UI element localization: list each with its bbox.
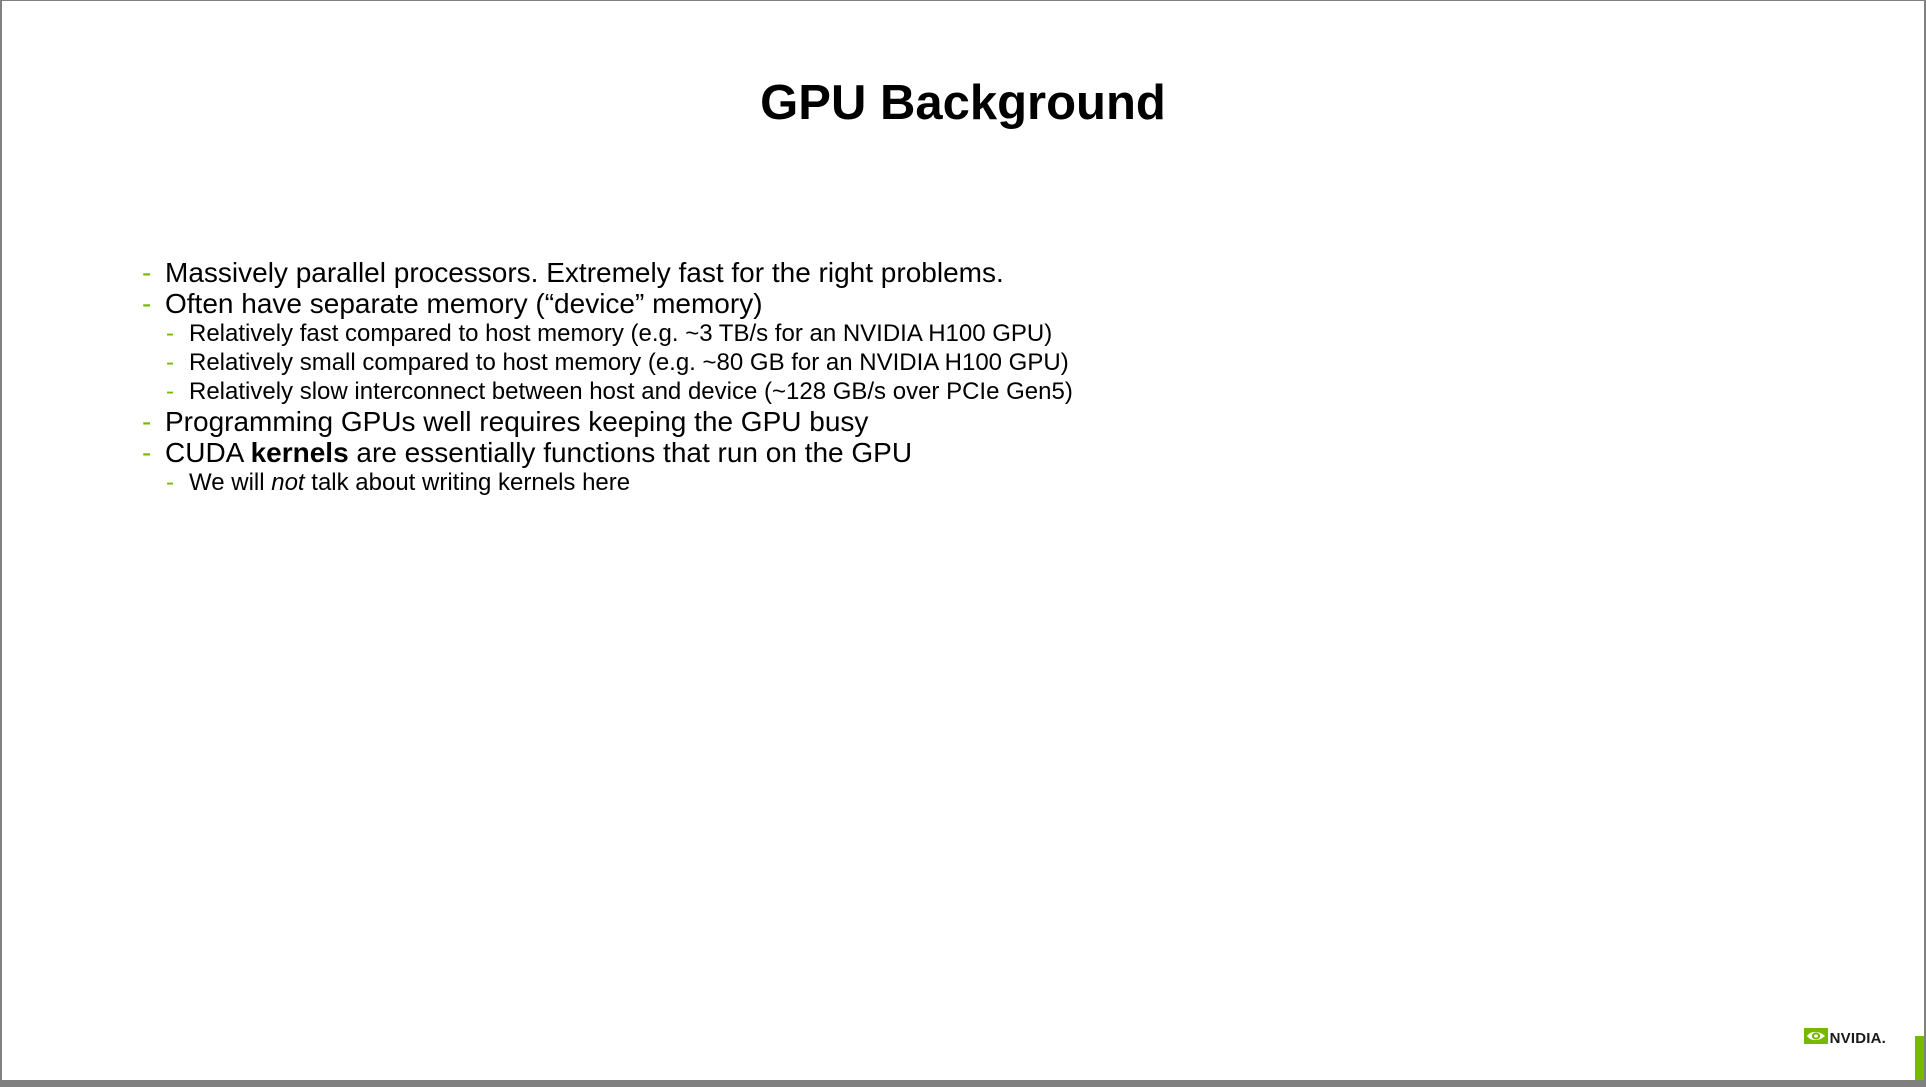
bullet-item — [139, 257, 1439, 288]
logo-text: NVIDIA. — [1829, 1030, 1886, 1047]
bullet-text — [189, 469, 630, 496]
slide-title: GPU Background — [760, 76, 1166, 130]
sub-bullet-item — [139, 377, 1439, 406]
bullet-text: Relatively small compared to host memory (e.g. ~80 GB for an NVIDIA H100 GPU) — [189, 349, 1069, 376]
bullet-dash: - — [142, 406, 152, 437]
bullet-item — [139, 437, 1439, 468]
accent-bar — [1915, 1036, 1924, 1080]
nvidia-logo — [1804, 1028, 1886, 1049]
bold-term: kernels — [250, 437, 349, 468]
bullet-dash: - — [166, 378, 174, 405]
bullet-text: Massively parallel processors. Extremely fast for the right problems. — [165, 257, 1004, 288]
bullet-text-part: CUDA — [165, 437, 251, 468]
bullet-text-part: We will — [189, 469, 272, 496]
slide — [2, 1, 1924, 1080]
bullet-dash: - — [166, 320, 174, 347]
bullet-dash: - — [166, 469, 174, 496]
bullet-item — [139, 288, 1439, 319]
bullet-dash: - — [142, 437, 152, 468]
bullet-dash: - — [142, 257, 152, 288]
bullet-text: Programming GPUs well requires keeping the GPU busy — [165, 406, 869, 437]
bullet-dash: - — [142, 288, 152, 319]
bullet-text — [165, 437, 912, 468]
sub-bullet-item — [139, 468, 1439, 497]
bullet-text-part: are essentially functions that run on the GPU — [348, 437, 913, 468]
bullet-list — [139, 257, 1439, 497]
bullet-dash: - — [166, 349, 174, 376]
bullet-text: Relatively fast compared to host memory (e.g. ~3 TB/s for an NVIDIA H100 GPU) — [189, 320, 1053, 347]
nvidia-eye-icon — [1804, 1028, 1828, 1049]
bullet-text: Often have separate memory (“device” memory) — [165, 288, 763, 319]
bullet-item — [139, 406, 1439, 437]
sub-bullet-item — [139, 348, 1439, 377]
italic-term: not — [271, 469, 305, 496]
bullet-text-part: talk about writing kernels here — [304, 469, 631, 496]
bullet-text: Relatively slow interconnect between host and device (~128 GB/s over PCIe Gen5) — [189, 378, 1073, 405]
sub-bullet-item — [139, 319, 1439, 348]
